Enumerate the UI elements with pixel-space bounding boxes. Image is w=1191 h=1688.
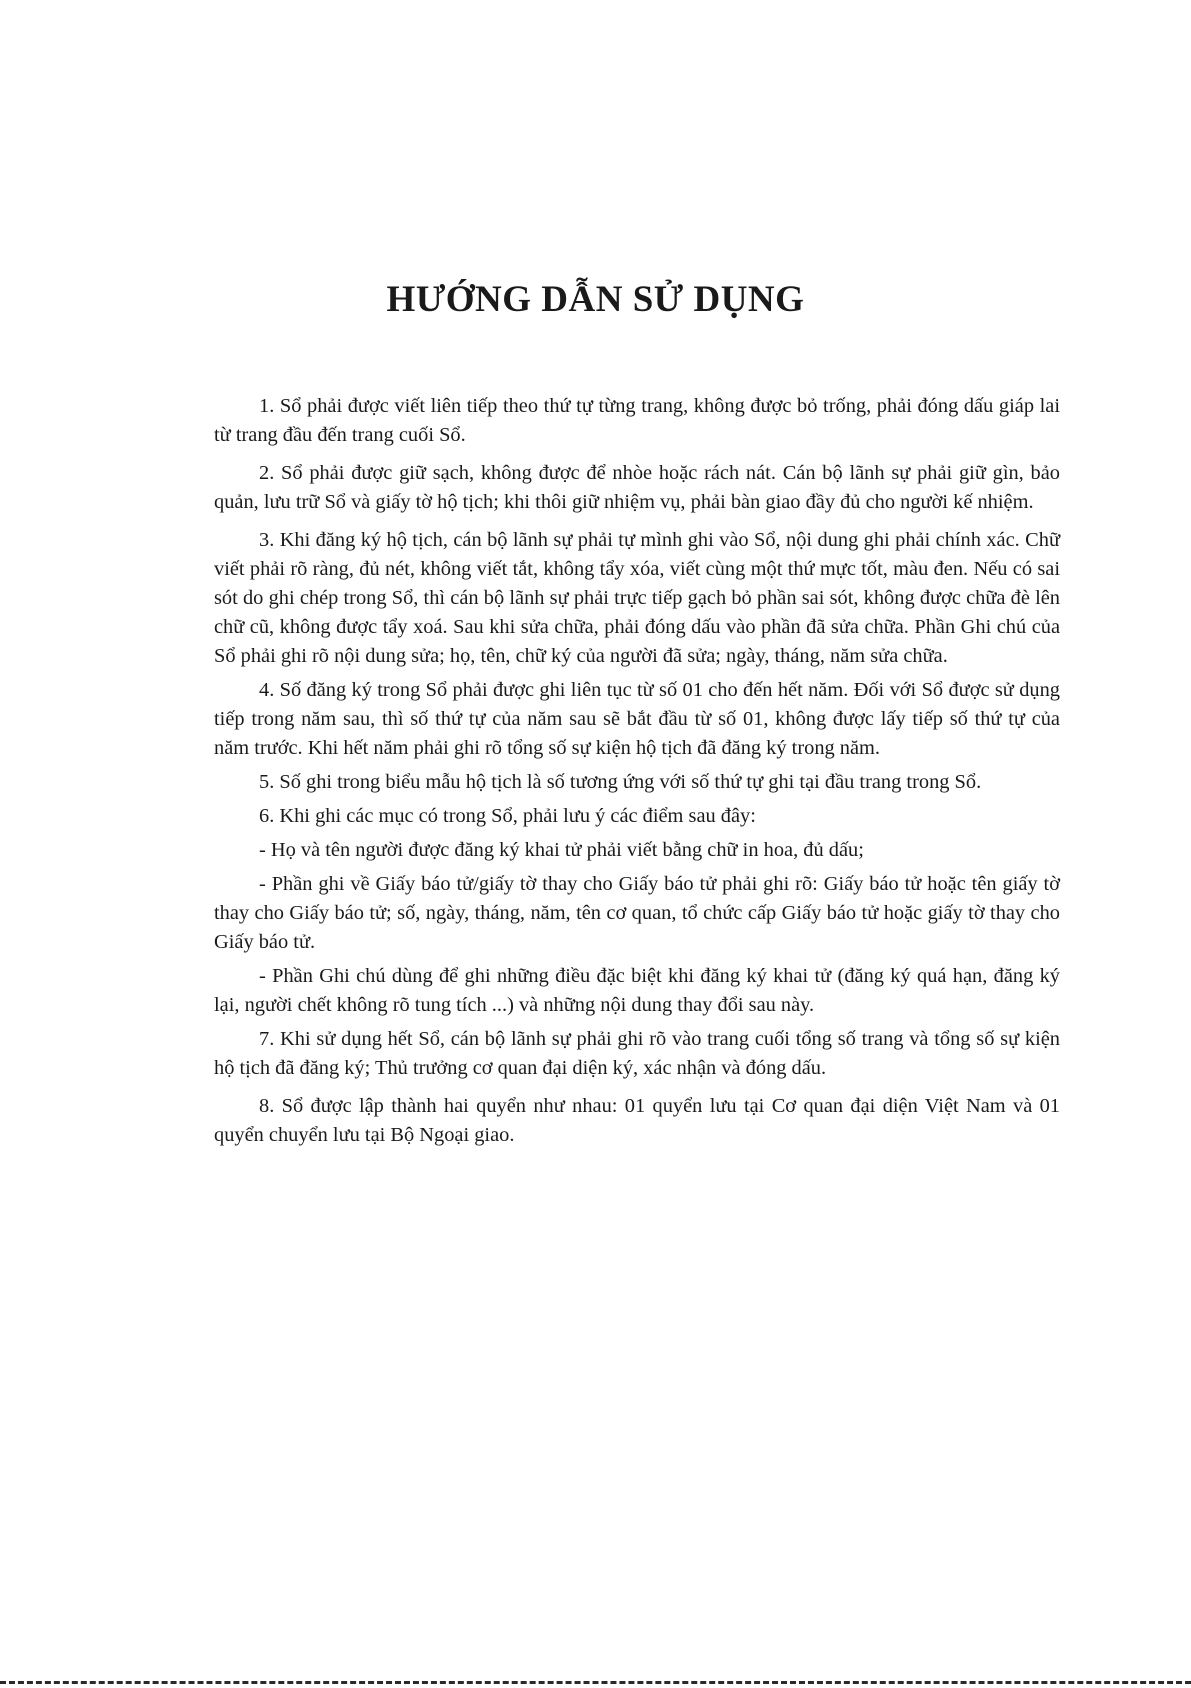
instruction-subitem-notes: - Phần Ghi chú dùng để ghi những điều đặc biệt khi đăng ký khai tử (đăng ký quá hạn, đăng ký lại, người chết không rõ tung tích ...) và những nội dung thay đổi sau này. xyxy=(214,965,1060,1016)
page-title: HƯỚNG DẪN SỬ DỤNG xyxy=(386,279,805,320)
instruction-item-5: 5. Số ghi trong biểu mẫu hộ tịch là số tương ứng với số thứ tự ghi tại đầu trang trong Sổ. xyxy=(259,771,982,793)
instructions-body xyxy=(214,392,1060,1150)
instruction-subitem-name: - Họ và tên người được đăng ký khai tử phải viết bằng chữ in hoa, đủ dấu; xyxy=(259,839,864,861)
instruction-item-4: 4. Số đăng ký trong Sổ phải được ghi liên tục từ số 01 cho đến hết năm. Đối với Sổ được sử dụng tiếp trong năm sau, thì số thứ tự của năm sau sẽ bắt đầu từ số 01, không được lấy tiếp số thứ tự của năm trước. Khi hết năm phải ghi rõ tổng số sự kiện hộ tịch đã đăng ký trong năm. xyxy=(214,679,1060,759)
instruction-subitem-death-notice: - Phần ghi về Giấy báo tử/giấy tờ thay cho Giấy báo tử phải ghi rõ: Giấy báo tử hoặc tên giấy tờ thay cho Giấy báo tử; số, ngày, tháng, năm, tên cơ quan, tổ chức cấp Giấy báo tử hoặc giấy tờ thay cho Giấy báo tử. xyxy=(214,873,1060,953)
instruction-item-8: 8. Sổ được lập thành hai quyển như nhau: 01 quyển lưu tại Cơ quan đại diện Việt Nam và 01 quyển chuyển lưu tại Bộ Ngoại giao. xyxy=(214,1095,1060,1146)
instruction-item-7: 7. Khi sử dụng hết Sổ, cán bộ lãnh sự phải ghi rõ vào trang cuối tổng số trang và tổng số sự kiện hộ tịch đã đăng ký; Thủ trưởng cơ quan đại diện ký, xác nhận và đóng dấu. xyxy=(214,1028,1060,1079)
instruction-item-2: 2. Sổ phải được giữ sạch, không được để nhòe hoặc rách nát. Cán bộ lãnh sự phải giữ gìn, bảo quản, lưu trữ Sổ và giấy tờ hộ tịch; khi thôi giữ nhiệm vụ, phải bàn giao đầy đủ cho người kế nhiệm. xyxy=(214,462,1060,513)
instruction-item-3: 3. Khi đăng ký hộ tịch, cán bộ lãnh sự phải tự mình ghi vào Sổ, nội dung ghi phải chính xác. Chữ viết phải rõ ràng, đủ nét, không viết tắt, không tẩy xóa, viết cùng một thứ mực tốt, màu đen. Nếu có sai sót do ghi chép trong Sổ, thì cán bộ lãnh sự phải trực tiếp gạch bỏ phần sai sót, không được chữa đè lên chữ cũ, không được tẩy xoá. Sau khi sửa chữa, phải đóng dấu vào phần đã sửa chữa. Phần Ghi chú của Sổ phải ghi rõ nội dung sửa; họ, tên, chữ ký của người đã sửa; ngày, tháng, năm sửa chữa. xyxy=(214,529,1060,667)
instruction-item-6: 6. Khi ghi các mục có trong Sổ, phải lưu ý các điểm sau đây: xyxy=(259,805,756,827)
instruction-item-1: 1. Sổ phải được viết liên tiếp theo thứ tự từng trang, không được bỏ trống, phải đóng dấu giáp lai từ trang đầu đến trang cuối Sổ. xyxy=(214,395,1060,446)
